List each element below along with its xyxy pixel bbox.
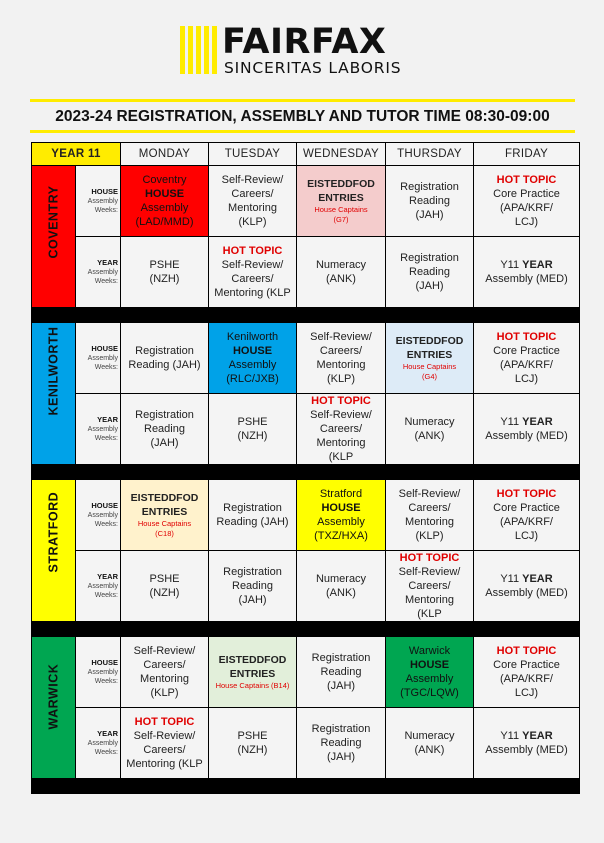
cell-line: Warwick [408, 645, 451, 657]
cell-line: Mentoring [405, 516, 454, 528]
cell-line: EISTEDDFOD [395, 335, 464, 347]
cell-line: Self-Review/ [310, 409, 372, 421]
logo-brand: FAIRFAX [222, 22, 387, 62]
session-cell [209, 394, 297, 465]
week-type-word: HOUSE [91, 658, 118, 667]
house-name-cell [32, 323, 76, 465]
cell-line: Self-Review/ [221, 174, 284, 186]
session-cell [297, 708, 386, 779]
cell-line: Mentoring [140, 673, 189, 685]
cell-line: Reading [409, 195, 450, 207]
day-header: MONDAY [121, 143, 209, 166]
cell-line: (ANK) [414, 430, 445, 442]
session-cell [386, 166, 474, 237]
cell-line: Careers/ [231, 273, 274, 285]
week-type [76, 415, 118, 425]
week-type-word: HOUSE [91, 344, 118, 353]
cell-line: House Captains [314, 205, 368, 214]
session-cell [297, 394, 386, 465]
session-cell [474, 637, 580, 708]
cell-line: Assembly [87, 355, 118, 362]
cell-line: Self-Review/ [221, 259, 284, 271]
week-type-word: YEAR [97, 572, 118, 581]
week-type [76, 187, 118, 197]
year-prefix: Y11 [500, 730, 523, 742]
cell-line: Weeks: [94, 521, 118, 528]
cell-line: Assembly (MED) [485, 587, 568, 599]
cell-line: Coventry [142, 174, 187, 186]
cell-line: Careers/ [408, 580, 451, 592]
cell-line: Registration [135, 409, 194, 421]
cell-line: Self-Review/ [398, 488, 461, 500]
year-week-label [76, 237, 121, 308]
session-cell [474, 166, 580, 237]
house-name-cell [32, 480, 76, 622]
session-cell [209, 166, 297, 237]
separator-bar [32, 308, 580, 323]
year-word: YEAR [522, 259, 553, 271]
cell-line: Reading (JAH) [128, 359, 201, 371]
cell-line: Assembly (MED) [485, 273, 568, 285]
timetable [31, 142, 580, 794]
cell-line: ENTRIES [141, 506, 188, 518]
cell-line: HOUSE [144, 188, 185, 200]
day-header: FRIDAY [474, 143, 580, 166]
page-title: 2023-24 REGISTRATION, ASSEMBLY AND TUTOR TIME 08:30-09:00 [55, 108, 550, 125]
cell-line: Weeks: [94, 364, 118, 371]
session-cell [297, 637, 386, 708]
cell-line [474, 572, 579, 586]
cell-line: Assembly [87, 269, 118, 276]
table-row [32, 480, 580, 551]
session-cell [209, 708, 297, 779]
session-cell [474, 394, 580, 465]
session-cell [121, 637, 209, 708]
cell-line: HOUSE [321, 502, 361, 514]
cell-line: Mentoring [316, 359, 366, 371]
cell-line: Assembly [87, 740, 118, 747]
session-cell [297, 323, 386, 394]
week-type-word: YEAR [97, 729, 118, 738]
year-week-label [76, 708, 121, 779]
cell-line: (TGC/LQW) [400, 687, 459, 699]
year-label: YEAR 11 [32, 143, 121, 166]
cell-line: (KLP [328, 451, 354, 463]
cell-line: (ANK) [326, 273, 356, 285]
cell-line: (JAH) [415, 280, 444, 292]
cell-line: Registration [311, 723, 371, 735]
cell-line: Assembly [140, 202, 189, 214]
cell-line: Assembly [87, 426, 118, 433]
session-cell [386, 480, 474, 551]
cell-line: LCJ) [514, 687, 539, 699]
cell-line: Self-Review/ [133, 730, 196, 742]
cell-line: HOT TOPIC [496, 645, 557, 657]
cell-line: (KLP) [415, 530, 444, 542]
cell-line: House Captains [402, 362, 457, 371]
cell-line: (KLP) [326, 373, 356, 385]
cell-line: (NZH) [149, 273, 180, 285]
year-prefix: Y11 [500, 416, 523, 428]
week-type [76, 344, 118, 354]
house-separator [32, 465, 580, 480]
cell-line: (APA/KRF/ [500, 516, 553, 528]
eisteddfod-cell [121, 480, 209, 551]
house-week-label [76, 637, 121, 708]
cell-line: (RLC/JXB) [226, 373, 279, 385]
day-header: TUESDAY [209, 143, 297, 166]
house-assembly-cell [386, 637, 474, 708]
cell-line: Weeks: [94, 592, 118, 599]
cell-line: HOUSE [409, 659, 450, 671]
cell-line: EISTEDDFOD [307, 178, 375, 190]
cell-line: Numeracy [404, 730, 455, 742]
cell-line: (NZH) [237, 744, 268, 756]
cell-line: House Captains (B14) [215, 681, 290, 690]
top-divider [30, 99, 575, 102]
cell-line: PSHE [149, 259, 180, 271]
session-cell [386, 237, 474, 308]
cell-line: (JAH) [415, 209, 444, 221]
cell-line: Reading [144, 423, 185, 435]
cell-line: Self-Review/ [398, 566, 461, 578]
logo-bars-icon [180, 26, 217, 74]
session-cell [121, 237, 209, 308]
cell-line: HOT TOPIC [496, 488, 557, 500]
table-row [32, 166, 580, 237]
session-cell [121, 323, 209, 394]
separator-bar [32, 465, 580, 480]
cell-line [474, 258, 579, 272]
week-type [76, 658, 118, 668]
house-separator [32, 622, 580, 637]
cell-line [474, 729, 579, 743]
cell-line: Assembly (MED) [485, 744, 568, 756]
cell-line: Registration [400, 252, 459, 264]
cell-line: PSHE [237, 730, 268, 742]
cell-line: Careers/ [319, 345, 363, 357]
house-name-cell [32, 166, 76, 308]
cell-line: Core Practice [493, 502, 560, 514]
table-row [32, 323, 580, 394]
house-week-label [76, 166, 121, 237]
cell-line: HOT TOPIC [399, 552, 460, 564]
cell-line: HOUSE [232, 345, 273, 357]
table-row [32, 237, 580, 308]
cell-line: (KLP) [150, 687, 179, 699]
table-row [32, 637, 580, 708]
cell-line: (G4) [422, 372, 437, 381]
table-row [32, 394, 580, 465]
year-week-label [76, 394, 121, 465]
table-row [32, 708, 580, 779]
day-header: THURSDAY [386, 143, 474, 166]
cell-line: Weeks: [94, 435, 118, 442]
cell-line: (ANK) [326, 587, 356, 599]
session-cell [474, 480, 580, 551]
cell-line: PSHE [149, 573, 180, 585]
cell-line: Careers/ [143, 744, 186, 756]
cell-line: Self-Review/ [310, 331, 372, 343]
cell-line: Assembly (MED) [485, 430, 568, 442]
cell-line: Mentoring [316, 437, 366, 449]
session-cell [474, 323, 580, 394]
table-row [32, 551, 580, 622]
house-assembly-cell [297, 480, 386, 551]
cell-line: (G7) [333, 215, 349, 224]
year-word: YEAR [522, 573, 553, 585]
cell-line [474, 415, 579, 429]
cell-line: Registration [135, 345, 194, 357]
week-type [76, 501, 118, 511]
session-cell [209, 480, 297, 551]
week-type-word: HOUSE [91, 187, 118, 196]
cell-line: Core Practice [493, 188, 560, 200]
cell-line: Reading [409, 266, 450, 278]
cell-line: LCJ) [514, 373, 539, 385]
cell-line: (NZH) [237, 430, 268, 442]
cell-line: Self-Review/ [133, 645, 196, 657]
cell-line: Registration [311, 652, 371, 664]
house-week-label [76, 323, 121, 394]
house-name: WARWICK [46, 663, 61, 729]
year-prefix: Y11 [500, 259, 523, 271]
cell-line: Careers/ [319, 423, 363, 435]
year-word: YEAR [522, 730, 553, 742]
cell-line: PSHE [237, 416, 268, 428]
session-cell [474, 708, 580, 779]
cell-line: LCJ) [514, 216, 539, 228]
session-cell [474, 237, 580, 308]
week-type-word: HOUSE [91, 501, 118, 510]
cell-line: Assembly [317, 516, 365, 528]
cell-line: Careers/ [408, 502, 451, 514]
cell-line: Assembly [405, 673, 454, 685]
session-cell [297, 551, 386, 622]
cell-line: (JAH) [326, 751, 356, 763]
cell-line: HOT TOPIC [311, 395, 371, 407]
cell-line: (JAH) [150, 437, 179, 449]
cell-line: ENTRIES [406, 349, 453, 361]
year-week-label [76, 551, 121, 622]
cell-line: Careers/ [231, 188, 274, 200]
week-type-word: YEAR [97, 258, 118, 267]
session-cell [209, 551, 297, 622]
year-word: YEAR [522, 416, 553, 428]
cell-line: (LAD/MMD) [135, 216, 194, 228]
cell-line: Assembly [87, 669, 118, 676]
cell-line: Stratford [319, 488, 363, 500]
cell-line: EISTEDDFOD [130, 492, 199, 504]
week-type-word: YEAR [97, 415, 118, 424]
session-cell [121, 394, 209, 465]
cell-line: ENTRIES [229, 668, 276, 680]
session-cell [121, 551, 209, 622]
cell-line: (APA/KRF/ [500, 673, 553, 685]
cell-line: (APA/KRF/ [500, 359, 553, 371]
cell-line: Numeracy [404, 416, 455, 428]
cell-line: (JAH) [238, 594, 267, 606]
separator-bar [32, 779, 580, 794]
cell-line: Mentoring [228, 202, 277, 214]
cell-line: (ANK) [414, 744, 445, 756]
house-name: KENILWORTH [46, 325, 61, 415]
cell-line: (JAH) [326, 680, 356, 692]
week-type [76, 572, 118, 582]
cell-line: Registration [400, 181, 459, 193]
cell-line: Reading [320, 666, 362, 678]
cell-line: (APA/KRF/ [500, 202, 553, 214]
cell-line: (C18) [155, 529, 174, 538]
session-cell [297, 237, 386, 308]
cell-line: Careers/ [143, 659, 186, 671]
cell-line: Weeks: [94, 678, 118, 685]
house-separator [32, 308, 580, 323]
cell-line: Weeks: [94, 278, 118, 285]
cell-line: Mentoring (KLP [214, 287, 291, 299]
cell-line: HOT TOPIC [496, 174, 557, 186]
cell-line: HOT TOPIC [496, 331, 557, 343]
cell-line: Registration [223, 566, 282, 578]
session-cell [209, 237, 297, 308]
cell-line: Reading [232, 580, 273, 592]
house-separator [32, 779, 580, 794]
logo-motto: SINCERITAS LABORIS [224, 59, 402, 77]
cell-line: (TXZ/HXA) [314, 530, 368, 542]
cell-line: HOT TOPIC [222, 245, 283, 257]
cell-line: (KLP) [238, 216, 267, 228]
session-cell [121, 708, 209, 779]
cell-line: Mentoring [405, 594, 454, 606]
cell-line: EISTEDDFOD [218, 654, 287, 666]
house-name: COVENTRY [46, 185, 61, 258]
cell-line: (KLP [417, 608, 442, 620]
session-cell [386, 551, 474, 622]
session-cell [386, 394, 474, 465]
cell-line: Reading (JAH) [216, 516, 289, 528]
cell-line: Mentoring (KLP [126, 758, 203, 770]
day-header: WEDNESDAY [297, 143, 386, 166]
cell-line: Core Practice [493, 659, 560, 671]
eisteddfod-cell [297, 166, 386, 237]
eisteddfod-cell [386, 323, 474, 394]
cell-line: Numeracy [315, 573, 367, 585]
cell-line: Assembly [228, 359, 277, 371]
cell-line: Weeks: [94, 207, 118, 214]
cell-line: Weeks: [94, 749, 118, 756]
house-week-label [76, 480, 121, 551]
house-name: STRATFORD [46, 491, 61, 572]
house-assembly-cell [209, 323, 297, 394]
cell-line: Core Practice [493, 345, 560, 357]
cell-line: House Captains [137, 519, 192, 528]
cell-line: Assembly [87, 198, 118, 205]
cell-line: Assembly [87, 583, 118, 590]
cell-line: LCJ) [514, 530, 539, 542]
cell-line: Registration [223, 502, 282, 514]
session-cell [474, 551, 580, 622]
cell-line: Reading [320, 737, 362, 749]
header-row [32, 143, 580, 166]
cell-line: (NZH) [149, 587, 180, 599]
eisteddfod-cell [209, 637, 297, 708]
week-type [76, 258, 118, 268]
cell-line: Kenilworth [226, 331, 279, 343]
cell-line: HOT TOPIC [134, 716, 195, 728]
fairfax-logo [180, 22, 430, 86]
bottom-divider [30, 130, 575, 133]
week-type [76, 729, 118, 739]
cell-line: Numeracy [315, 259, 367, 271]
session-cell [386, 708, 474, 779]
cell-line: Assembly [87, 512, 118, 519]
cell-line: ENTRIES [318, 192, 364, 204]
house-assembly-cell [121, 166, 209, 237]
house-name-cell [32, 637, 76, 779]
separator-bar [32, 622, 580, 637]
year-prefix: Y11 [500, 573, 523, 585]
